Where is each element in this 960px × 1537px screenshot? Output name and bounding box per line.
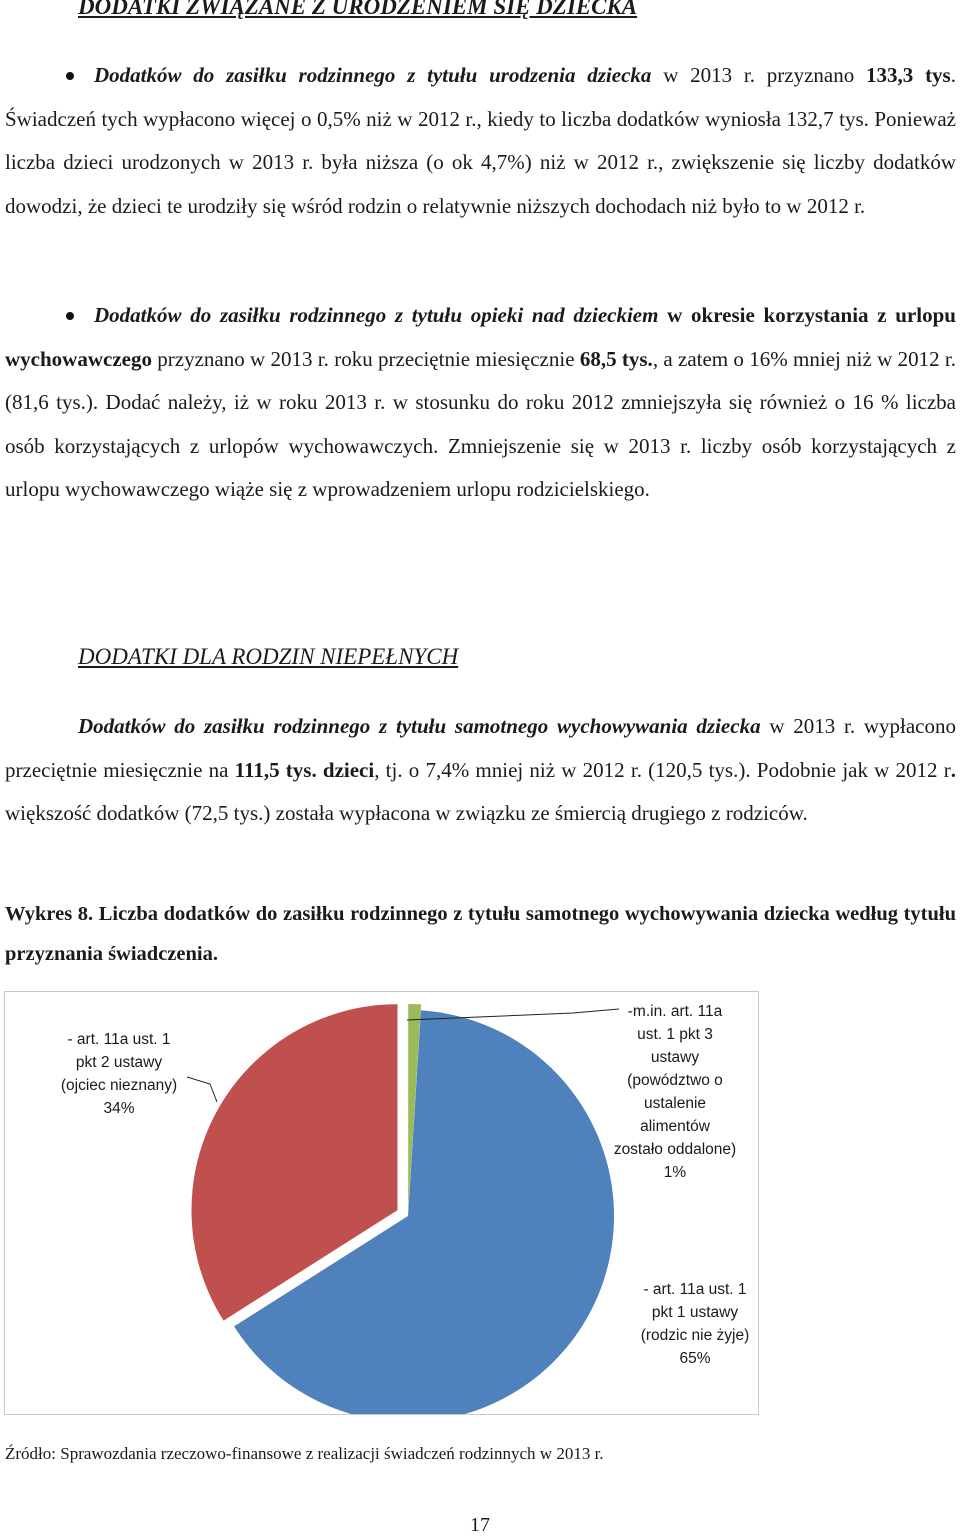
slice-label-line: (powództwo o (627, 1072, 723, 1089)
text-run: przyznano w 2013 r. roku przeciętnie miesięcznie (151, 346, 580, 371)
section-heading-birth: DODATKI ZWIĄZANE Z URODZENIEM SIĘ DZIECKA (78, 0, 638, 19)
paragraph-single-parent (5, 705, 956, 836)
chart-frame (4, 991, 759, 1415)
slice-label-line: alimentów (640, 1118, 710, 1135)
data-label-powodztwo-oddalone (614, 1003, 736, 1181)
bullet-paragraph-care (5, 294, 956, 512)
slice-label-line: (rodzic nie żyje) (640, 1327, 750, 1344)
pie-chart (5, 992, 758, 1414)
text-run: , a zatem o 16% mniej niż w 2012 r. (81,6 tys.). Dodać należy, iż w roku 2013 r. w stosunku do roku 2012 zmniejszyła się również o 16 % liczba osób korzystających z urlopów wychowawczych. Zmniejszenie się w 2013 r. liczby osób korzystających z urlopu wychowawczego wiąże się z wprowadzeniem urlopu rodzicielskiego. (5, 346, 956, 501)
slice-label-line: pkt 1 ustawy (651, 1304, 739, 1321)
slice-label-line: - art. 11a ust. 1 (67, 1031, 171, 1048)
bold-run: 68,5 tys. (579, 346, 653, 371)
slice-label-line: zostało oddalone) (613, 1141, 737, 1158)
slice-label-line: pkt 2 ustawy (75, 1054, 163, 1071)
text-run: większość dodatków (72,5 tys.) została wypłacona w związku ze śmiercią drugiego z rodziców. (5, 801, 808, 825)
leader-line-ojciec-nieznany (187, 1077, 217, 1102)
section-heading-single-parent: DODATKI DLA RODZIN NIEPEŁNYCH (78, 644, 459, 669)
data-label-ojciec-nieznany (61, 1031, 177, 1117)
bold-run: . (950, 757, 956, 782)
pct-label: 1% (663, 1164, 687, 1181)
data-label-rodzic-nie-zyje (641, 1281, 750, 1367)
slice-label-line: ust. 1 pkt 3 (637, 1026, 713, 1043)
bullet-paragraph-birth (5, 54, 956, 228)
text-run: w 2013 r. przyznano (651, 63, 867, 87)
bullet-lead: Dodatków do zasiłku rodzinnego z tytułu opieki nad dzieckiem (94, 303, 659, 327)
bold-run: w okresie korzystania z urlopu wychowawczego (5, 303, 956, 371)
slice-label-line: ustawy (650, 1049, 700, 1066)
bold-run: 133,3 tys (866, 63, 951, 87)
text-run: , tj. o 7,4% mniej niż w 2012 r. (120,5 tys.). Podobnie jak w 2012 r (374, 757, 951, 782)
source-note: Źródło: Sprawozdania rzeczowo-finansowe z realizacji świadczeń rodzinnych w 2013 r. (5, 1444, 604, 1463)
text-run: . Świadczeń tych wypłacono więcej o 0,5% niż w 2012 r., kiedy to liczba dodatków wyniosła 132,7 tys. Ponieważ liczba dzieci urodzonych w 2013 r. była niższa (o ok 4,7%) niż w 2012 r., zwiększenie się liczby dodatków dowodzi, że dzieci te urodziły się wśród rodzin o relatywnie niższych dochodach niż było to w 2012 r. (5, 63, 956, 218)
text-run: w 2013 r. wypłacono przeciętnie miesięcznie na (5, 714, 956, 782)
caption-label: Wykres 8. (5, 903, 94, 925)
figure-caption (5, 894, 956, 974)
caption-text: Liczba dodatków do zasiłku rodzinnego z tytułu samotnego wychowywania dziecka według tytułu przyznania świadczenia. (5, 903, 956, 965)
slice-label-line: -m.in. art. 11a (627, 1003, 723, 1020)
slice-label-line: (ojciec nieznany) (60, 1077, 178, 1094)
pct-label: 34% (103, 1100, 135, 1117)
bullet-lead: Dodatków do zasiłku rodzinnego z tytułu urodzenia dziecka (94, 63, 652, 87)
bold-run: 111,5 tys. dzieci (234, 757, 375, 782)
slice-label-line: - art. 11a ust. 1 (643, 1281, 747, 1298)
pct-label: 65% (679, 1350, 711, 1367)
bullet-icon (66, 312, 74, 320)
paragraph-lead: Dodatków do zasiłku rodzinnego z tytułu samotnego wychowywania dziecka (78, 714, 761, 738)
slice-label-line: ustalenie (643, 1095, 707, 1112)
page-number: 17 (470, 1514, 490, 1536)
bullet-icon (66, 72, 74, 80)
